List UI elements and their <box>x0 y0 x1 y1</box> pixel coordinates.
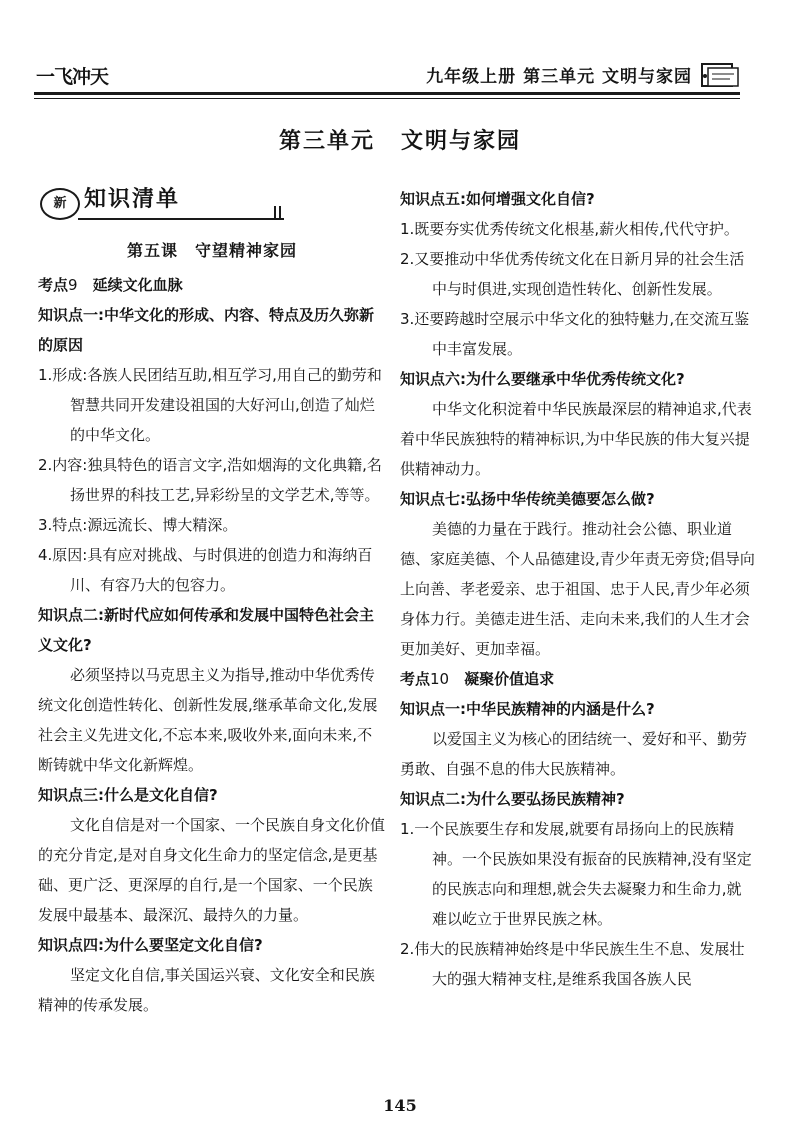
paragraph: 必须坚持以马克思主义为指导,推动中华优秀传统文化创造性转化、创新性发展,继承革命文化,发展社会主义先进文化,不忘本来,吸收外来,面向未来,不断铸就中华文化新辉煌。 <box>38 666 378 774</box>
knowledge-point-title: 知识点三:什么是文化自信? <box>38 786 218 804</box>
banner-underline <box>78 218 284 220</box>
knowledge-point-title: 知识点五:如何增强文化自信? <box>400 190 595 208</box>
knowledge-point-title: 知识点一:中华文化的形成、内容、特点及历久弥新的原因 <box>38 306 375 354</box>
knowledge-point-title: 知识点四:为什么要坚定文化自信? <box>38 936 263 954</box>
kaodian-heading <box>400 664 756 694</box>
kaodian-prefix: 考点 <box>38 276 69 294</box>
kaodian-number: 9 <box>68 276 78 294</box>
knowledge-point-title: 知识点一:中华民族精神的内涵是什么? <box>400 700 655 718</box>
list-item: 3.还要跨越时空展示中华文化的独特魅力,在交流互鉴中丰富发展。 <box>400 310 750 358</box>
paragraph: 以爱国主义为核心的团结统一、爱好和平、勤劳勇敢、自强不息的伟大民族精神。 <box>400 730 748 778</box>
header-rule-thick <box>34 92 740 95</box>
list-item: 2.伟大的民族精神始终是中华民族生生不息、发展壮大的强大精神支柱,是维系我国各族人民 <box>400 940 745 988</box>
paragraph: 中华文化积淀着中华民族最深层的精神追求,代表着中华民族独特的精神标识,为中华民族的伟大复兴提供精神动力。 <box>400 400 752 478</box>
new-badge-icon: 新 <box>40 188 80 220</box>
knowledge-list-banner <box>38 184 386 224</box>
left-column <box>38 184 386 1020</box>
knowledge-point-title: 知识点六:为什么要继承中华优秀传统文化? <box>400 370 685 388</box>
paragraph: 坚定文化自信,事关国运兴衰、文化安全和民族精神的传承发展。 <box>38 966 375 1014</box>
header-rule-thin <box>34 98 740 99</box>
list-item: 2.内容:独具特色的语言文字,浩如烟海的文化典籍,名扬世界的科技工艺,异彩纷呈的文学艺术,等等。 <box>38 456 382 504</box>
knowledge-point-title: 知识点二:为什么要弘扬民族精神? <box>400 790 625 808</box>
header-title: 九年级上册 第三单元 文明与家园 <box>426 67 692 87</box>
paragraph: 美德的力量在于践行。推动社会公德、职业道德、家庭美德、个人品德建设,青少年责无旁贷;倡导向上向善、孝老爱亲、忠于祖国、忠于人民,青少年必须身体力行。美德走进生活、走向未来,我们的人生才会更加美好、更加幸福。 <box>400 520 755 658</box>
kaodian-heading <box>38 270 386 300</box>
kaodian-number: 10 <box>430 670 450 688</box>
right-column <box>400 184 756 994</box>
list-item: 2.又要推动中华优秀传统文化在日新月异的社会生活中与时俱进,实现创造性转化、创新性发展。 <box>400 250 745 298</box>
kaodian-title: 延续文化血脉 <box>92 276 183 294</box>
book-stack-icon <box>700 60 742 90</box>
knowledge-point-title: 知识点七:弘扬中华传统美德要怎么做? <box>400 490 655 508</box>
page-number: 145 <box>383 1096 417 1115</box>
list-item: 1.形成:各族人民团结互助,相互学习,用自己的勤劳和智慧共同开发建设祖国的大好河山,创造了灿烂的中华文化。 <box>38 366 382 444</box>
kaodian-title: 凝聚价值追求 <box>464 670 555 688</box>
lesson-title: 第五课 守望精神家园 <box>126 241 297 260</box>
list-item: 1.既要夯实优秀传统文化根基,薪火相传,代代守护。 <box>400 220 739 238</box>
kaodian-prefix: 考点 <box>400 670 431 688</box>
brand-logo: 一飞冲天 <box>36 66 109 88</box>
list-item: 1.一个民族要生存和发展,就要有昂扬向上的民族精神。一个民族如果没有振奋的民族精神,没有坚定的民族志向和理想,就会失去凝聚力和生命力,就难以屹立于世界民族之林。 <box>400 820 752 928</box>
knowledge-point-title: 知识点二:新时代应如何传承和发展中国特色社会主义文化? <box>38 606 375 654</box>
unit-number: 第三单元 <box>278 129 375 154</box>
banner-tick <box>279 206 281 220</box>
paragraph: 文化自信是对一个国家、一个民族自身文化价值的充分肯定,是对自身文化生命力的坚定信念,是更基础、更广泛、更深厚的自行,是一个国家、一个民族发展中最基本、最深沉、最持久的力量。 <box>38 816 386 924</box>
list-item: 4.原因:具有应对挑战、与时俱进的创造力和海纳百川、有容乃大的包容力。 <box>38 546 373 594</box>
banner-label: 知识清单 <box>84 186 181 212</box>
unit-title <box>0 124 800 155</box>
banner-tick <box>274 206 276 220</box>
page-header <box>0 0 800 100</box>
list-item: 3.特点:源远流长、博大精深。 <box>38 516 238 534</box>
unit-name: 文明与家园 <box>401 129 522 154</box>
